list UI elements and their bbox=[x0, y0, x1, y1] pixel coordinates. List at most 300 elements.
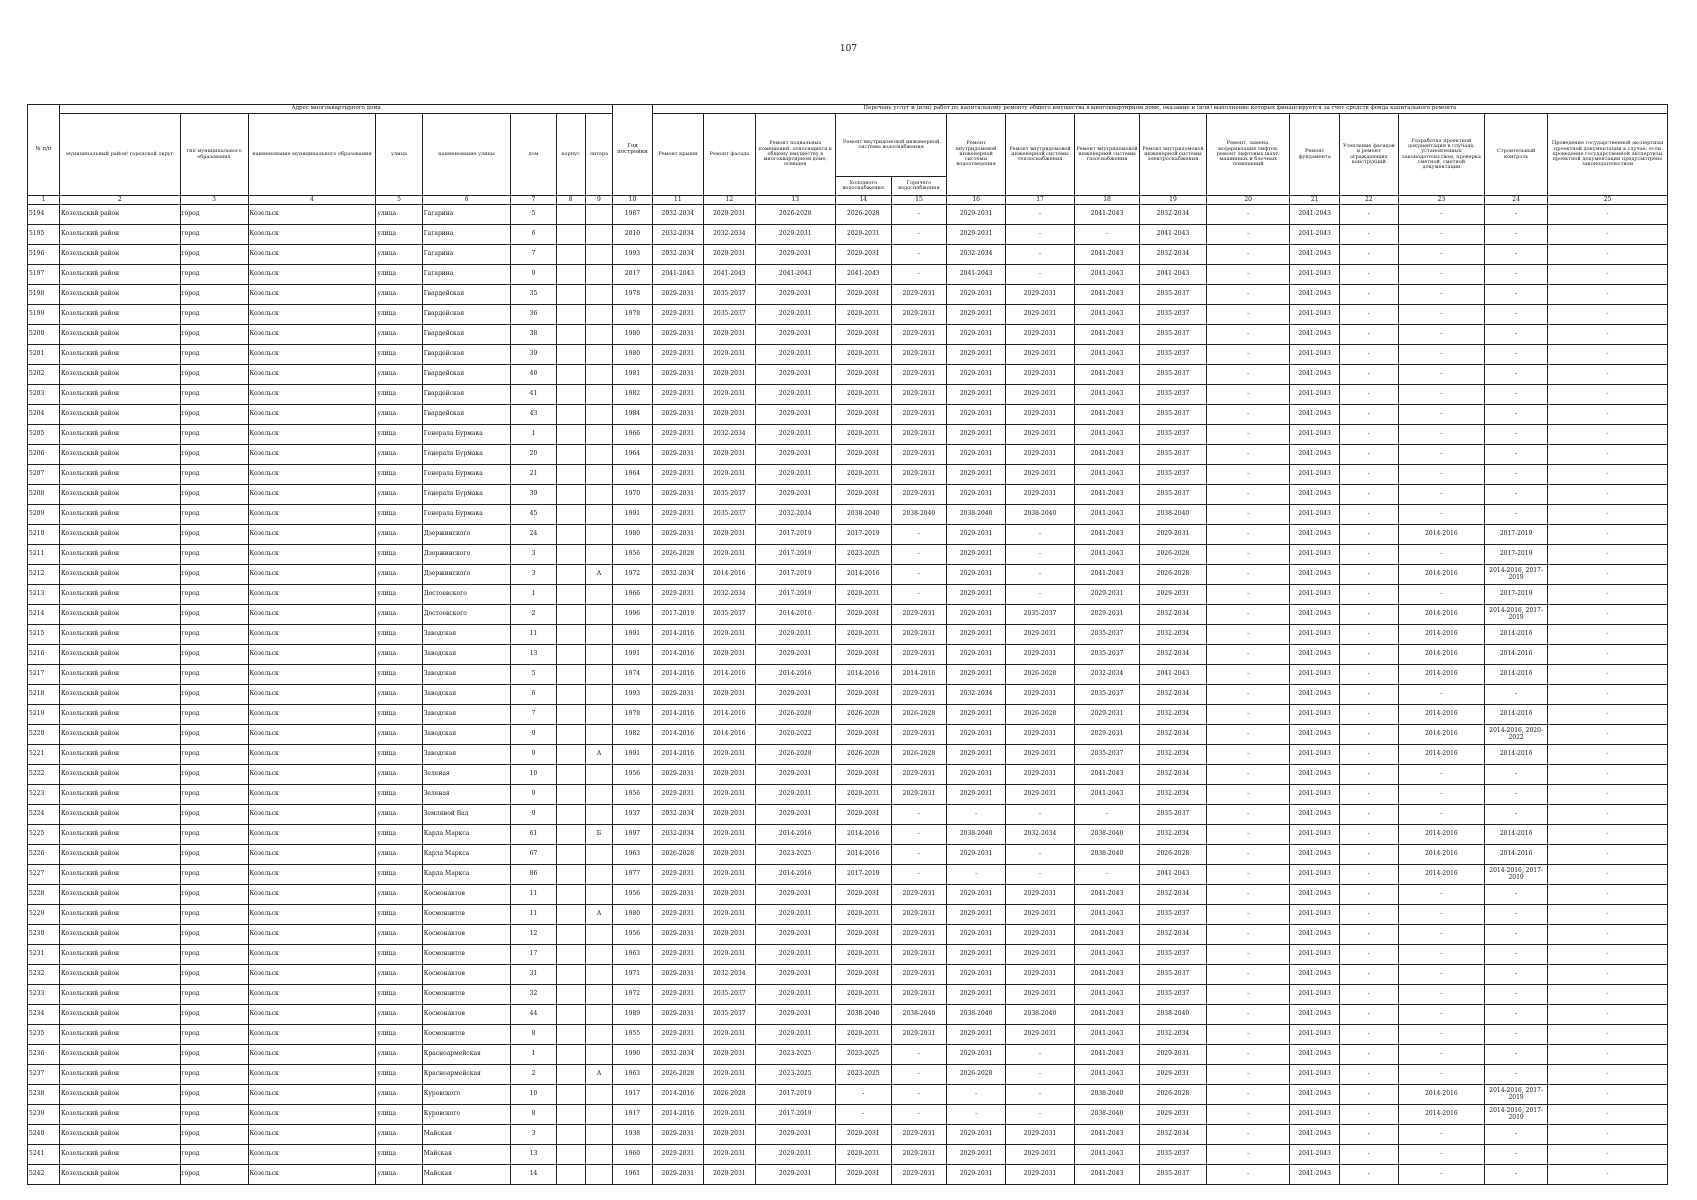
table-cell: 2029-2031 bbox=[755, 405, 835, 425]
table-row bbox=[28, 1025, 1668, 1045]
table-cell: 5209 bbox=[28, 505, 60, 525]
table-cell: 2014-2016 bbox=[704, 725, 756, 745]
table-cell: 2014-2016 bbox=[1398, 725, 1485, 745]
table-cell: 2041-2043 bbox=[1290, 1005, 1339, 1025]
table-cell: Козельский район bbox=[59, 825, 180, 845]
table-cell: 2029-2031 bbox=[1139, 525, 1206, 545]
table-cell: Козельский район bbox=[59, 705, 180, 725]
table-cell: 2029-2031 bbox=[947, 485, 1006, 505]
table-cell: улица bbox=[376, 1145, 422, 1165]
column-number: 9 bbox=[585, 196, 613, 205]
table-cell: 2032-2034 bbox=[652, 805, 704, 825]
table-cell: 2029-2031 bbox=[947, 925, 1006, 945]
works-group-header: Перечень услуг и (или) работ по капитальному ремонту общего имущества в многоквартирном доме, оказание и (или) выполнение которых финансируется за счет средств фонда капитального ремонта bbox=[652, 105, 1667, 114]
table-cell: 2041-2043 bbox=[1075, 1005, 1140, 1025]
table-cell: 2029-2031 bbox=[1006, 745, 1075, 765]
table-cell: - bbox=[1339, 865, 1398, 885]
table-cell: - bbox=[1485, 425, 1548, 445]
table-cell: 5219 bbox=[28, 705, 60, 725]
table-cell: Козельский район bbox=[59, 565, 180, 585]
table-cell: Космонавтов bbox=[422, 885, 511, 905]
table-cell: 2029-2031 bbox=[704, 885, 756, 905]
table-cell: 2029-2031 bbox=[704, 445, 756, 465]
col-header: литера bbox=[585, 114, 613, 196]
table-cell: - bbox=[1206, 285, 1289, 305]
table-cell: 2029-2031 bbox=[835, 445, 891, 465]
table-cell bbox=[556, 745, 585, 765]
table-cell: - bbox=[1548, 1105, 1668, 1125]
table-cell: 2032-2034 bbox=[652, 245, 704, 265]
table-cell: Козельский район bbox=[59, 205, 180, 225]
table-cell: 2041-2043 bbox=[1290, 325, 1339, 345]
table-row bbox=[28, 1085, 1668, 1105]
table-cell: 2014-2016 bbox=[1398, 745, 1485, 765]
table-cell: - bbox=[1006, 525, 1075, 545]
table-row bbox=[28, 745, 1668, 765]
table-cell: 5223 bbox=[28, 785, 60, 805]
table-cell: 2035-2037 bbox=[1075, 685, 1140, 705]
table-cell: 2035-2037 bbox=[1139, 805, 1206, 825]
table-cell: 2041-2043 bbox=[1075, 405, 1140, 425]
table-cell: 11 bbox=[511, 625, 556, 645]
table-cell: 2029-2031 bbox=[704, 405, 756, 425]
table-cell: Козельск bbox=[248, 345, 376, 365]
table-row bbox=[28, 305, 1668, 325]
table-cell: 2010 bbox=[613, 225, 652, 245]
table-cell: - bbox=[1339, 1165, 1398, 1185]
table-cell: 2029-2031 bbox=[704, 825, 756, 845]
table-row bbox=[28, 865, 1668, 885]
table-cell: - bbox=[1548, 865, 1668, 885]
table-cell: 2029-2031 bbox=[1139, 1065, 1206, 1085]
table-cell: - bbox=[1485, 805, 1548, 825]
table-cell bbox=[556, 1085, 585, 1105]
table-cell: - bbox=[1206, 885, 1289, 905]
table-cell: - bbox=[1339, 1105, 1398, 1125]
table-cell: улица bbox=[376, 345, 422, 365]
table-cell: улица bbox=[376, 905, 422, 925]
table-cell: 1989 bbox=[613, 1005, 652, 1025]
table-cell: 2014-2016 bbox=[755, 825, 835, 845]
table-cell: - bbox=[1548, 545, 1668, 565]
table-cell: 2029-2031 bbox=[1006, 445, 1075, 465]
table-cell: 2029-2031 bbox=[1075, 705, 1140, 725]
table-cell: город bbox=[180, 925, 248, 945]
table-cell: 5222 bbox=[28, 765, 60, 785]
table-cell: 2029-2031 bbox=[947, 1165, 1006, 1185]
table-cell: 13 bbox=[511, 1145, 556, 1165]
table-cell: 2014-2016 bbox=[652, 705, 704, 725]
table-cell: 1 bbox=[511, 1045, 556, 1065]
table-cell: 2035-2037 bbox=[1139, 425, 1206, 445]
table-cell: 2029-2031 bbox=[891, 1125, 947, 1145]
table-cell: 2032-2034 bbox=[1139, 825, 1206, 845]
table-cell: 2014-2016 bbox=[835, 845, 891, 865]
table-cell: 2023-2025 bbox=[835, 1045, 891, 1065]
table-cell: 2014-2016 bbox=[835, 825, 891, 845]
table-cell: 1978 bbox=[613, 305, 652, 325]
table-cell: город bbox=[180, 965, 248, 985]
table-cell: - bbox=[1548, 785, 1668, 805]
table-cell: 5195 bbox=[28, 225, 60, 245]
table-cell: улица bbox=[376, 1065, 422, 1085]
table-cell: 2014-2016, 2017-2019 bbox=[1485, 1105, 1548, 1125]
table-cell: Козельск bbox=[248, 285, 376, 305]
col-header: Ремонт подвальных помещений, относящихся к общему имуществу в многоквартирном доме, освещен bbox=[755, 114, 835, 196]
table-cell: 1978 bbox=[613, 705, 652, 725]
table-cell: 2029-2031 bbox=[755, 245, 835, 265]
table-cell: улица bbox=[376, 725, 422, 745]
table-cell: Козельск bbox=[248, 305, 376, 325]
table-cell: 9 bbox=[511, 805, 556, 825]
table-cell: - bbox=[1339, 1065, 1398, 1085]
table-cell: 2041-2043 bbox=[1290, 485, 1339, 505]
table-cell: Козельск bbox=[248, 585, 376, 605]
table-cell: 2029-2031 bbox=[704, 625, 756, 645]
table-cell: 2035-2037 bbox=[1139, 445, 1206, 465]
table-cell: 2041-2043 bbox=[835, 265, 891, 285]
table-cell: - bbox=[1548, 825, 1668, 845]
table-cell: 2029-2031 bbox=[704, 925, 756, 945]
table-cell: - bbox=[1485, 365, 1548, 385]
table-cell: Козельский район bbox=[59, 845, 180, 865]
table-cell: 1982 bbox=[613, 385, 652, 405]
table-cell: - bbox=[1548, 365, 1668, 385]
table-cell bbox=[556, 225, 585, 245]
table-cell: 2029-2031 bbox=[1006, 325, 1075, 345]
table-cell: 2029-2031 bbox=[1075, 725, 1140, 745]
table-cell: 2029-2031 bbox=[891, 305, 947, 325]
table-cell bbox=[556, 625, 585, 645]
table-cell: 2029-2031 bbox=[835, 985, 891, 1005]
table-cell: - bbox=[1339, 425, 1398, 445]
col-header: Ремонт, замена, модернизация лифтов, ремонт лифтовых шахт, машинных и блочных помещений bbox=[1206, 114, 1289, 196]
table-cell: Козельский район bbox=[59, 1005, 180, 1025]
table-cell: 5242 bbox=[28, 1165, 60, 1185]
table-cell: улица bbox=[376, 365, 422, 385]
table-cell: 2029-2031 bbox=[652, 685, 704, 705]
table-cell: - bbox=[1398, 265, 1485, 285]
table-cell: 2029-2031 bbox=[652, 1145, 704, 1165]
table-cell: 5220 bbox=[28, 725, 60, 745]
table-cell: - bbox=[1485, 885, 1548, 905]
table-cell: Достоевского bbox=[422, 605, 511, 625]
table-cell: - bbox=[1339, 225, 1398, 245]
table-cell: 2029-2031 bbox=[704, 745, 756, 765]
table-cell: 2035-2037 bbox=[704, 305, 756, 325]
table-cell: Козельск bbox=[248, 1045, 376, 1065]
table-cell bbox=[556, 945, 585, 965]
table-cell: 10 bbox=[511, 765, 556, 785]
table-row bbox=[28, 585, 1668, 605]
table-cell: 2041-2043 bbox=[1290, 665, 1339, 685]
table-cell bbox=[556, 525, 585, 545]
table-cell: Козельский район bbox=[59, 805, 180, 825]
column-number: 4 bbox=[248, 196, 376, 205]
table-cell: 2035-2037 bbox=[1139, 965, 1206, 985]
table-cell: 2014-2016 bbox=[652, 725, 704, 745]
table-cell: город bbox=[180, 285, 248, 305]
table-cell: - bbox=[1398, 1165, 1485, 1185]
table-cell: Генерала Бурмака bbox=[422, 445, 511, 465]
table-cell: 2029-2031 bbox=[1006, 645, 1075, 665]
table-cell bbox=[585, 1045, 613, 1065]
table-cell: - bbox=[1206, 665, 1289, 685]
table-cell: - bbox=[1206, 925, 1289, 945]
table-cell: 2041-2043 bbox=[1290, 465, 1339, 485]
table-cell: - bbox=[1548, 385, 1668, 405]
table-cell bbox=[556, 885, 585, 905]
table-cell bbox=[585, 865, 613, 885]
table-cell: - bbox=[1206, 425, 1289, 445]
table-cell: - bbox=[1339, 385, 1398, 405]
table-cell: 1956 bbox=[613, 785, 652, 805]
table-cell: 2023-2025 bbox=[755, 845, 835, 865]
table-cell: 1 bbox=[511, 425, 556, 445]
table-cell: 2014-2016, 2020-2022 bbox=[1485, 725, 1548, 745]
table-cell: 2029-2031 bbox=[835, 1145, 891, 1165]
table-cell: - bbox=[1339, 925, 1398, 945]
table-cell: - bbox=[1339, 285, 1398, 305]
table-cell bbox=[556, 985, 585, 1005]
table-cell: - bbox=[1548, 985, 1668, 1005]
table-cell bbox=[556, 925, 585, 945]
table-row bbox=[28, 725, 1668, 745]
table-cell: - bbox=[1398, 945, 1485, 965]
table-cell: город bbox=[180, 1005, 248, 1025]
table-cell: Заводская bbox=[422, 685, 511, 705]
table-cell: улица bbox=[376, 865, 422, 885]
subheader-hot-water: Горячего водоснабжения bbox=[891, 177, 947, 196]
column-number: 24 bbox=[1485, 196, 1548, 205]
table-cell: 2041-2043 bbox=[1290, 645, 1339, 665]
table-cell: 2041-2043 bbox=[1075, 425, 1140, 445]
table-cell: 2041-2043 bbox=[1075, 285, 1140, 305]
table-cell bbox=[556, 1025, 585, 1045]
table-cell: Козельский район bbox=[59, 365, 180, 385]
table-cell: - bbox=[1548, 645, 1668, 665]
table-cell: - bbox=[1485, 785, 1548, 805]
table-cell: 6 bbox=[511, 225, 556, 245]
col-header: Ремонт внутридомовой инженерной системы водоотведения bbox=[947, 114, 1006, 196]
table-cell: город bbox=[180, 725, 248, 745]
table-row bbox=[28, 625, 1668, 645]
table-cell: 2041-2043 bbox=[1075, 1165, 1140, 1185]
table-row bbox=[28, 905, 1668, 925]
table-cell: 2041-2043 bbox=[1290, 425, 1339, 445]
table-cell: - bbox=[1485, 1025, 1548, 1045]
table-cell: - bbox=[1548, 305, 1668, 325]
table-cell: 2041-2043 bbox=[1075, 345, 1140, 365]
table-cell: 2029-2031 bbox=[835, 305, 891, 325]
table-cell: 2029-2031 bbox=[704, 785, 756, 805]
table-cell: 8 bbox=[511, 1105, 556, 1125]
table-cell: 5237 bbox=[28, 1065, 60, 1085]
table-cell: - bbox=[1339, 1005, 1398, 1025]
table-cell: Козельский район bbox=[59, 645, 180, 665]
table-cell: 2029-2031 bbox=[652, 785, 704, 805]
table-cell: - bbox=[1206, 325, 1289, 345]
table-cell: - bbox=[1548, 585, 1668, 605]
table-cell: 5240 bbox=[28, 1125, 60, 1145]
table-cell: 2029-2031 bbox=[947, 625, 1006, 645]
column-number: 21 bbox=[1290, 196, 1339, 205]
table-cell: 5212 bbox=[28, 565, 60, 585]
table-cell: 2029-2031 bbox=[947, 445, 1006, 465]
table-cell: 2035-2037 bbox=[704, 985, 756, 1005]
table-cell: - bbox=[1339, 885, 1398, 905]
table-cell: - bbox=[1206, 985, 1289, 1005]
table-cell: - bbox=[1339, 845, 1398, 865]
table-cell: 2029-2031 bbox=[704, 545, 756, 565]
table-cell: 2029-2031 bbox=[835, 645, 891, 665]
table-cell: 5200 bbox=[28, 325, 60, 345]
table-cell: 2032-2034 bbox=[1139, 765, 1206, 785]
table-cell: 2026-2028 bbox=[652, 1065, 704, 1085]
table-cell: 2041-2043 bbox=[1290, 765, 1339, 785]
table-cell: - bbox=[1006, 545, 1075, 565]
table-cell: 2041-2043 bbox=[1290, 825, 1339, 845]
table-cell: улица bbox=[376, 445, 422, 465]
table-cell: 6 bbox=[511, 685, 556, 705]
table-cell: - bbox=[1485, 345, 1548, 365]
table-cell: - bbox=[1398, 685, 1485, 705]
table-cell: 1991 bbox=[613, 625, 652, 645]
table-cell: 5229 bbox=[28, 905, 60, 925]
col-header: улица bbox=[376, 114, 422, 196]
table-cell: улица bbox=[376, 645, 422, 665]
table-cell: 2041-2043 bbox=[1075, 445, 1140, 465]
col-header: дом bbox=[511, 114, 556, 196]
table-cell: - bbox=[891, 265, 947, 285]
table-cell: улица bbox=[376, 605, 422, 625]
table-cell: - bbox=[1339, 625, 1398, 645]
table-cell bbox=[556, 465, 585, 485]
table-cell: Достоевского bbox=[422, 585, 511, 605]
table-cell: 2041-2043 bbox=[1075, 1045, 1140, 1065]
table-cell bbox=[585, 305, 613, 325]
table-cell: 2041-2043 bbox=[1290, 1065, 1339, 1085]
table-cell: 2029-2031 bbox=[835, 725, 891, 745]
table-row bbox=[28, 845, 1668, 865]
table-cell: улица bbox=[376, 325, 422, 345]
table-cell: 1996 bbox=[613, 605, 652, 625]
table-cell: Козельск bbox=[248, 605, 376, 625]
table-cell: - bbox=[1206, 825, 1289, 845]
table-cell: 2014-2016 bbox=[1398, 845, 1485, 865]
table-cell: - bbox=[1206, 905, 1289, 925]
table-cell: - bbox=[1339, 525, 1398, 545]
table-cell: 2029-2031 bbox=[1006, 765, 1075, 785]
table-row bbox=[28, 925, 1668, 945]
table-cell: 2038-2040 bbox=[1075, 1105, 1140, 1125]
table-cell: 2041-2043 bbox=[1290, 565, 1339, 585]
table-cell: 2029-2031 bbox=[755, 645, 835, 665]
table-cell: город bbox=[180, 225, 248, 245]
table-cell: 2029-2031 bbox=[755, 445, 835, 465]
table-cell: 5198 bbox=[28, 285, 60, 305]
table-cell: 1984 bbox=[613, 405, 652, 425]
table-cell: 1993 bbox=[613, 685, 652, 705]
table-cell: 2029-2031 bbox=[652, 485, 704, 505]
table-cell: - bbox=[1339, 445, 1398, 465]
table-cell: 2029-2031 bbox=[652, 1025, 704, 1045]
table-cell: город bbox=[180, 325, 248, 345]
table-cell: город bbox=[180, 1125, 248, 1145]
table-cell: 2029-2031 bbox=[704, 1145, 756, 1165]
table-cell: 24 bbox=[511, 525, 556, 545]
table-cell: Космонавтов bbox=[422, 1005, 511, 1025]
table-cell: 2029-2031 bbox=[947, 225, 1006, 245]
table-cell: - bbox=[835, 1085, 891, 1105]
table-cell: 2029-2031 bbox=[652, 1165, 704, 1185]
table-cell: Козельск bbox=[248, 225, 376, 245]
table-cell: Козельск bbox=[248, 845, 376, 865]
table-cell: 2014-2016 bbox=[1398, 825, 1485, 845]
table-cell: - bbox=[1339, 825, 1398, 845]
table-cell: - bbox=[1485, 765, 1548, 785]
table-cell: 2038-2040 bbox=[835, 505, 891, 525]
table-cell: 2029-2031 bbox=[1006, 485, 1075, 505]
table-cell: улица bbox=[376, 505, 422, 525]
table-cell: город bbox=[180, 785, 248, 805]
table-cell: Козельск bbox=[248, 545, 376, 565]
table-cell: 2029-2031 bbox=[947, 605, 1006, 625]
table-cell: 2029-2031 bbox=[947, 645, 1006, 665]
col-header: Разработка проектной документации в случаях, установленных законодательством, проверка сметной, сметной документации bbox=[1398, 114, 1485, 196]
table-cell bbox=[556, 845, 585, 865]
table-cell: 2029-2031 bbox=[755, 925, 835, 945]
table-cell bbox=[556, 605, 585, 625]
table-cell: Козельский район bbox=[59, 425, 180, 445]
table-cell bbox=[556, 1165, 585, 1185]
table-cell: 2041-2043 bbox=[1290, 1165, 1339, 1185]
table-cell: 2029-2031 bbox=[1006, 885, 1075, 905]
table-cell: Козельск bbox=[248, 1165, 376, 1185]
table-cell: 2029-2031 bbox=[704, 685, 756, 705]
table-cell: 2029-2031 bbox=[704, 1025, 756, 1045]
table-cell: Козельский район bbox=[59, 265, 180, 285]
table-cell: город bbox=[180, 705, 248, 725]
table-cell: 2017-2019 bbox=[755, 1085, 835, 1105]
table-cell: 2029-2031 bbox=[835, 405, 891, 425]
table-cell bbox=[585, 1165, 613, 1185]
table-cell: - bbox=[1006, 1085, 1075, 1105]
table-cell: - bbox=[1339, 785, 1398, 805]
table-cell: 2038-2040 bbox=[1006, 1005, 1075, 1025]
table-cell: 2035-2037 bbox=[704, 605, 756, 625]
table-cell: 40 bbox=[511, 365, 556, 385]
table-cell bbox=[585, 205, 613, 225]
table-cell: - bbox=[1485, 225, 1548, 245]
table-cell: 2029-2031 bbox=[891, 925, 947, 945]
table-row bbox=[28, 1145, 1668, 1165]
table-cell: - bbox=[891, 865, 947, 885]
table-cell bbox=[556, 1145, 585, 1165]
table-cell: - bbox=[1206, 265, 1289, 285]
table-cell: 2029-2031 bbox=[652, 325, 704, 345]
table-cell: 44 bbox=[511, 1005, 556, 1025]
table-cell: Гагарина bbox=[422, 265, 511, 285]
table-cell: 2029-2031 bbox=[891, 885, 947, 905]
table-cell: 2029-2031 bbox=[835, 1125, 891, 1145]
table-cell: город bbox=[180, 405, 248, 425]
table-cell: 2041-2043 bbox=[1290, 265, 1339, 285]
table-cell bbox=[556, 865, 585, 885]
table-cell: - bbox=[1339, 685, 1398, 705]
table-cell bbox=[556, 485, 585, 505]
table-cell: 2014-2016 bbox=[891, 665, 947, 685]
